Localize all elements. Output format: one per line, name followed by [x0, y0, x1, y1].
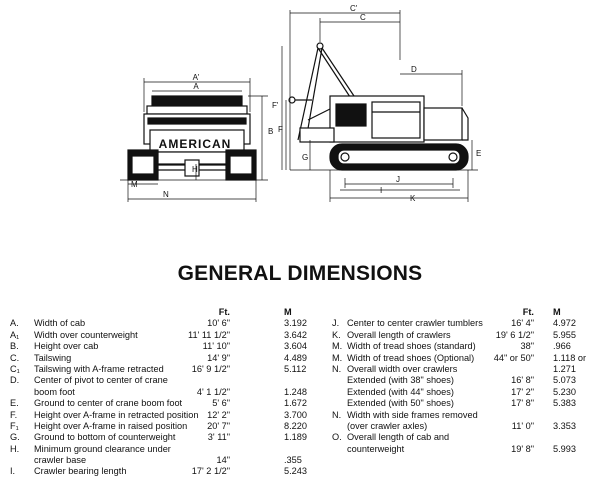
cell-ft: 11' 10" — [202, 341, 230, 352]
svg-text:I: I — [380, 186, 383, 195]
table-row — [332, 375, 594, 386]
cell-code: A₁ — [10, 329, 20, 340]
cell-desc: Width of cab — [34, 318, 86, 329]
cell-ft: 17' 2 1/2" — [191, 466, 230, 477]
cell-code: N. — [332, 409, 342, 420]
cell-m: 8.220 — [284, 420, 307, 431]
cell-code: B. — [10, 341, 19, 352]
cell-ft: 16' 8" — [511, 375, 534, 386]
cell-m: 3.642 — [284, 329, 307, 340]
cell-desc: Height over A-frame in retracted position — [34, 409, 199, 420]
cell-code: G. — [10, 432, 20, 443]
cell-code: O. — [332, 432, 342, 443]
cell-m: 1.672 — [284, 398, 307, 409]
table-row — [332, 432, 594, 443]
table-row — [332, 398, 594, 409]
cell-desc: Ground to center of crane boom foot — [34, 398, 183, 409]
cell-desc: Extended (with 38" shoes) — [347, 375, 454, 386]
cell-m: 1.189 — [284, 432, 307, 443]
cell-code: A. — [10, 318, 19, 329]
cell-desc: Overall width over crawlers — [347, 363, 458, 374]
svg-text:M: M — [131, 180, 138, 189]
cell-code: K. — [332, 329, 341, 340]
svg-text:C': C' — [350, 4, 358, 13]
svg-text:F': F' — [272, 101, 279, 110]
cell-ft: 10' 6" — [207, 318, 230, 329]
svg-text:C: C — [360, 13, 366, 22]
cell-m: 5.955 — [553, 329, 576, 340]
cell-m: 1.118 or — [553, 352, 587, 363]
svg-text:J: J — [396, 175, 400, 184]
cell-m: 4.972 — [553, 318, 576, 329]
table-row — [10, 455, 310, 466]
cell-desc: Center of pivot to center of crane — [34, 375, 168, 386]
cell-desc: Extended (with 44" shoes) — [347, 386, 454, 397]
cell-desc: Crawler bearing length — [34, 466, 127, 477]
cell-code: M. — [332, 352, 343, 363]
cell-ft: 17' 8" — [511, 398, 534, 409]
table-row — [10, 375, 310, 386]
table-row — [10, 341, 310, 352]
svg-text:A': A' — [192, 73, 200, 82]
cell-code: J. — [332, 318, 340, 329]
cell-desc: crawler base — [34, 455, 87, 466]
cell-m: 3.192 — [284, 318, 307, 329]
ft-header: Ft. — [522, 307, 534, 317]
cell-ft: 16' 9 1/2" — [191, 363, 230, 374]
dimensions-table-right — [332, 307, 594, 455]
table-row — [332, 387, 594, 398]
cell-desc: Center to center crawler tumblers — [347, 318, 483, 329]
cell-code: C₁ — [10, 363, 20, 374]
table-header — [10, 307, 310, 318]
cell-m: 1.248 — [284, 386, 307, 397]
cell-code: F. — [10, 409, 18, 420]
svg-text:F: F — [278, 125, 283, 134]
cell-m: 5.073 — [553, 375, 576, 386]
table-row — [10, 318, 310, 329]
table-row — [332, 341, 594, 352]
cell-desc: Minimum ground clearance under — [34, 443, 171, 454]
table-row — [332, 410, 594, 421]
cell-ft: 17' 2" — [511, 386, 534, 397]
cell-m: .355 — [284, 455, 302, 466]
cell-desc: Overall length of crawlers — [347, 329, 451, 340]
cell-code: I. — [10, 466, 16, 477]
table-row — [10, 364, 310, 375]
cell-m: 3.604 — [284, 341, 307, 352]
cell-code: H. — [10, 443, 20, 454]
cell-ft: 4' 1 1/2" — [196, 386, 230, 397]
cell-desc: Height over cab — [34, 341, 99, 352]
cell-code: C. — [10, 352, 20, 363]
svg-text:N: N — [163, 190, 169, 199]
cell-ft: 19' 6 1/2" — [495, 329, 534, 340]
cell-ft: 5' 6" — [212, 398, 230, 409]
m-header: M — [284, 307, 292, 317]
table-row — [332, 330, 594, 341]
cell-m: .966 — [553, 341, 571, 352]
cell-code: M. — [332, 341, 343, 352]
cell-ft: 12' 2" — [207, 409, 230, 420]
cell-code: F₁ — [10, 420, 19, 431]
cell-desc: Width of tread shoes (Optional) — [347, 352, 475, 363]
cell-ft: 16' 4" — [511, 318, 534, 329]
m-header: M — [553, 307, 561, 317]
table-row — [10, 421, 310, 432]
cell-ft: 11' 0" — [511, 420, 534, 431]
svg-text:K: K — [410, 194, 416, 203]
cell-ft: 38" — [520, 341, 534, 352]
cell-desc: Width with side frames removed — [347, 409, 478, 420]
table-row — [10, 353, 310, 364]
table-header — [332, 307, 594, 318]
table-row — [332, 364, 594, 375]
cell-ft: 3' 11" — [207, 432, 230, 443]
table-row — [332, 421, 594, 432]
cell-ft: 11' 11 1/2" — [188, 329, 230, 340]
ft-header: Ft. — [218, 307, 230, 317]
table-row — [10, 432, 310, 443]
cell-m: 1.271 — [553, 363, 576, 374]
svg-text:A: A — [193, 82, 199, 91]
cell-m: 4.489 — [284, 352, 307, 363]
cell-desc: Tailswing with A-frame retracted — [34, 363, 164, 374]
cell-desc: (over crawler axles) — [347, 420, 428, 431]
svg-text:H: H — [192, 165, 198, 174]
svg-text:G: G — [302, 153, 309, 162]
svg-text:E: E — [476, 149, 482, 158]
cell-m: 3.700 — [284, 409, 307, 420]
cell-ft: 19' 8" — [511, 443, 534, 454]
table-row — [332, 444, 594, 455]
crane-dimension-drawing — [0, 0, 600, 240]
cell-code: E. — [10, 398, 19, 409]
cell-desc: counterweight — [347, 443, 405, 454]
cab-brand-label: AMERICAN — [158, 137, 232, 151]
table-row — [10, 444, 310, 455]
cell-desc: Width of tread shoes (standard) — [347, 341, 476, 352]
cell-code: N. — [332, 363, 342, 374]
table-row — [10, 330, 310, 341]
cell-ft: 14" — [216, 455, 230, 466]
cell-desc: Tailswing — [34, 352, 72, 363]
page-title: GENERAL DIMENSIONS — [177, 262, 423, 285]
cell-ft: 20' 7" — [207, 420, 230, 431]
table-row — [10, 387, 310, 398]
cell-m: 5.230 — [553, 386, 576, 397]
table-row — [10, 410, 310, 421]
cell-desc: Ground to bottom of counterweight — [34, 432, 176, 443]
cell-desc: Extended (with 50" shoes) — [347, 398, 454, 409]
svg-text:D: D — [411, 65, 417, 74]
cell-desc: boom foot — [34, 386, 75, 397]
cell-m: 5.243 — [284, 466, 307, 477]
table-row — [10, 398, 310, 409]
table-row — [10, 466, 310, 477]
cell-desc: Overall length of cab and — [347, 432, 450, 443]
cell-desc: Height over A-frame in raised position — [34, 420, 188, 431]
cell-m: 3.353 — [553, 420, 576, 431]
svg-text:B: B — [268, 127, 274, 136]
side-view — [289, 43, 478, 170]
cell-ft: 44" or 50" — [493, 352, 534, 363]
cell-m: 5.112 — [284, 363, 307, 374]
cell-ft: 14' 9" — [207, 352, 230, 363]
table-row — [332, 353, 594, 364]
cell-m: 5.993 — [553, 443, 576, 454]
cell-m: 5.383 — [553, 398, 576, 409]
cell-desc: Width over counterweight — [34, 329, 138, 340]
cell-code: D. — [10, 375, 20, 386]
dimensions-table-left — [10, 307, 310, 478]
table-row — [332, 318, 594, 329]
